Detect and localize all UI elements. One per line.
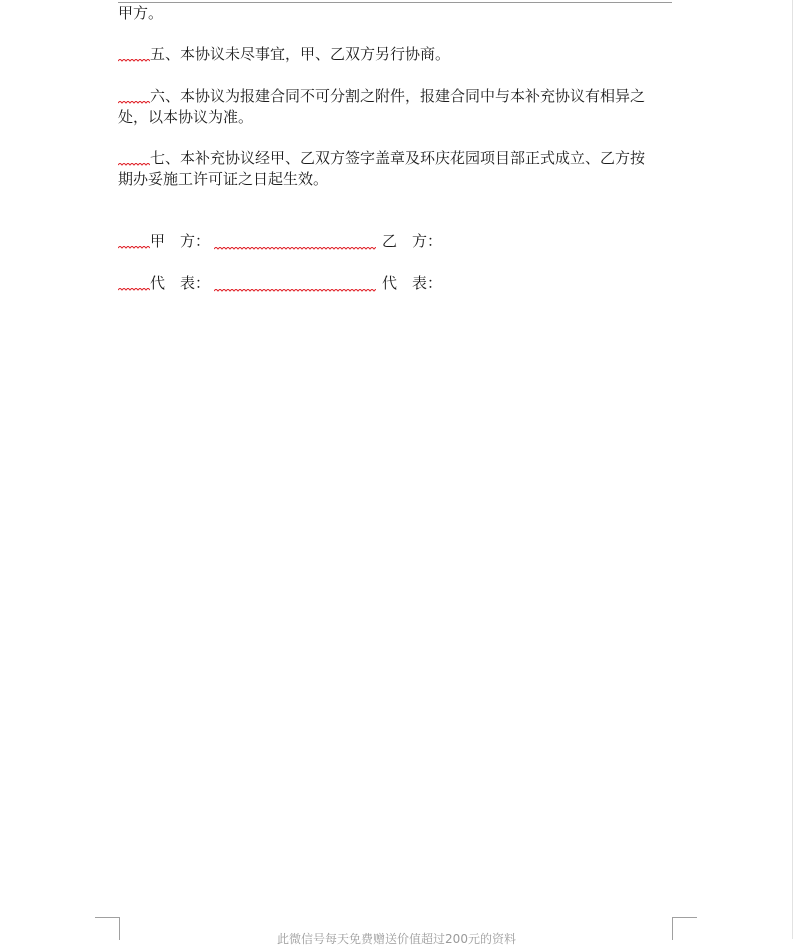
- spellcheck-squiggle: [118, 59, 150, 63]
- clause-5-text: 五、本协议未尽事宜，甲、乙双方另行协商。: [150, 45, 451, 63]
- representative-signature-row: [118, 272, 678, 294]
- spellcheck-squiggle: [214, 289, 376, 293]
- clause-5-paragraph: [118, 44, 674, 65]
- party-a-signature-blank[interactable]: [214, 230, 376, 252]
- clause-7-line-2: 期办妥施工许可证之日起生效。: [118, 170, 329, 188]
- clause-7-text-1: 七、本补充协议经甲、乙双方签字盖章及环庆花园项目部正式成立、乙方按: [150, 149, 646, 167]
- party-signature-row: [118, 230, 678, 252]
- paragraph-indent: [118, 86, 150, 107]
- paragraph-indent: [118, 44, 150, 65]
- representative-b-label: 代 表：: [382, 274, 443, 292]
- clause-6-text-1: 六、本协议为报建合同不可分割之附件，报建合同中与本补充协议有相异之: [150, 87, 646, 105]
- clause-6-paragraph: [118, 86, 674, 128]
- continued-text-line: [118, 3, 674, 24]
- paragraph-indent: [118, 230, 150, 252]
- spellcheck-squiggle: [118, 101, 150, 105]
- spellcheck-squiggle: [214, 247, 376, 251]
- spellcheck-squiggle: [118, 163, 150, 167]
- clause-7-paragraph: [118, 148, 674, 190]
- representative-a-signature-blank[interactable]: [214, 272, 376, 294]
- top-line-text: 甲方。: [118, 4, 164, 22]
- paragraph-indent: [118, 272, 150, 294]
- paragraph-indent: [118, 148, 150, 169]
- clause-6-line-2: 处，以本协议为准。: [118, 108, 254, 126]
- party-a-label: 甲 方：: [150, 232, 211, 250]
- party-b-label: 乙 方：: [382, 232, 443, 250]
- spellcheck-squiggle: [118, 246, 150, 250]
- clause-7-line-1: [118, 148, 674, 169]
- representative-a-label: 代 表：: [150, 274, 211, 292]
- clause-6-line-1: [118, 86, 674, 107]
- page-footer: 此微信号每天免费赠送价值超过200元的资料: [277, 932, 516, 946]
- spellcheck-squiggle: [118, 288, 150, 292]
